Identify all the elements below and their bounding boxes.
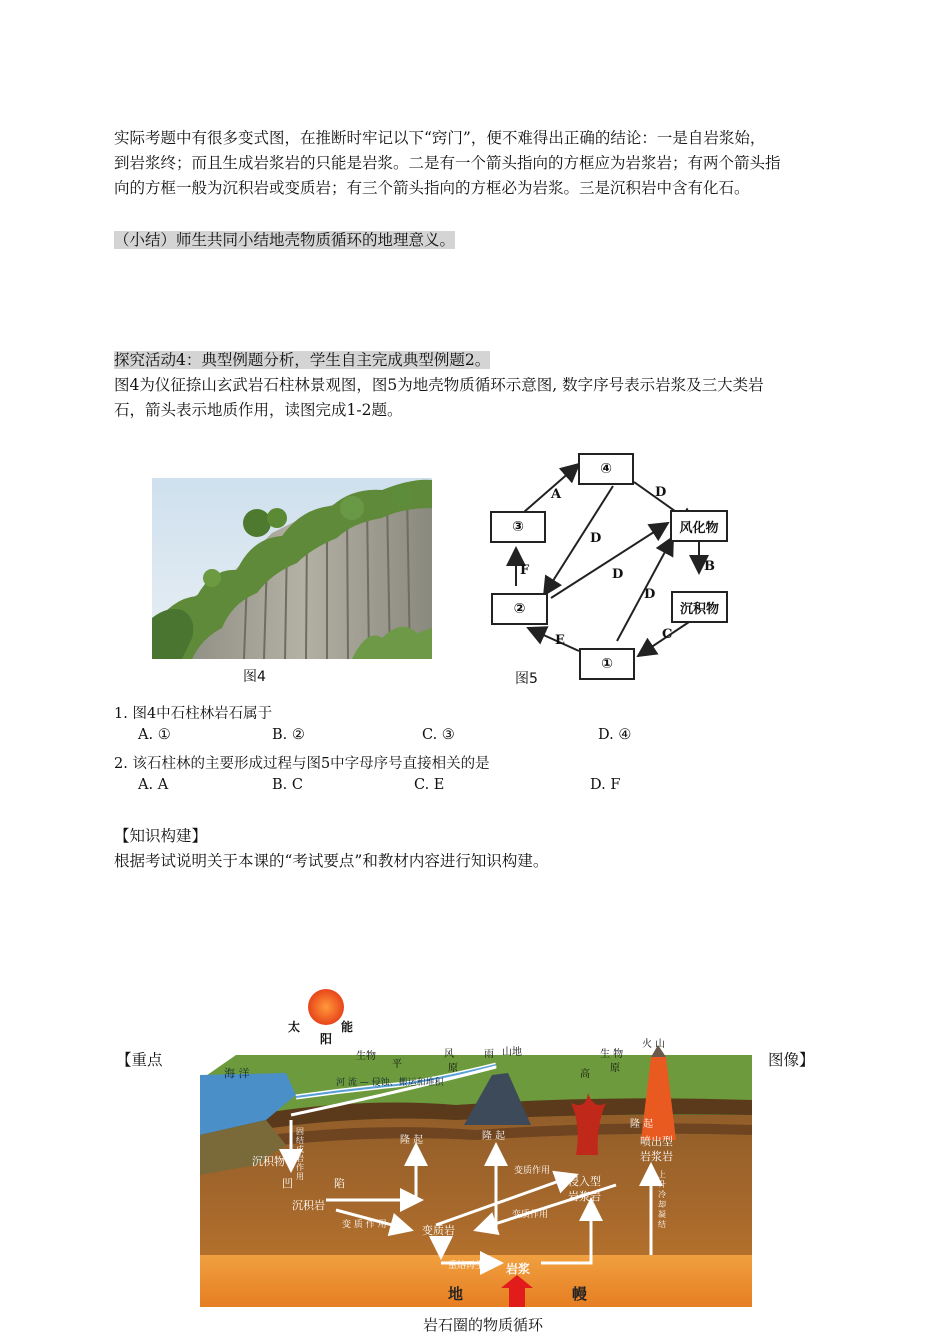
activity-heading: 探究活动4：典型例题分析，学生自主完成典型例题2。 — [114, 351, 491, 369]
label-river: 河 流 — 侵蚀、搬运和堆积 — [336, 1078, 444, 1088]
question-2-option-d: D. F — [590, 777, 621, 793]
label-intrusive-2: 岩浆岩 — [568, 1190, 601, 1203]
label-volcano: 火 山 — [642, 1039, 666, 1050]
key-label-left: 【重点 — [116, 1051, 163, 1069]
label-d-4: D — [644, 587, 656, 602]
summary-text: （小结）师生共同小结地壳物质循环的地理意义。 — [114, 231, 456, 249]
box-weathered: 风化物 — [670, 510, 728, 542]
label-metamorphism-3: 变 质 作 用 — [342, 1220, 387, 1230]
label-extrusive-2: 岩浆岩 — [640, 1150, 673, 1163]
question-2-option-b: B. C — [272, 777, 303, 793]
label-magma: 岩浆 — [506, 1262, 531, 1276]
question-2-option-a: A. A — [138, 777, 169, 793]
box-1: ① — [579, 648, 635, 680]
fig5-caption: 图5 — [515, 671, 538, 687]
activity-section — [114, 348, 836, 423]
label-a: A — [551, 487, 562, 502]
label-sediment: 沉积物 — [252, 1155, 285, 1168]
label-sun-1: 太 — [288, 1020, 301, 1034]
intro-paragraph — [114, 126, 836, 201]
label-ocean: 海 洋 — [224, 1067, 250, 1080]
activity-desc-2: 石，箭头表示地质作用，读图完成1-2题。 — [114, 401, 403, 419]
activity-desc-1: 图4为仪征捺山玄武岩石柱林景观图，图5为地壳物质循环示意图, 数字序号表示岩浆及三大类岩 — [114, 376, 764, 394]
intro-line-2: 到岩浆终；而且生成岩浆岩的只能是岩浆。二是有一个箭头指向的方框应为岩浆岩；有两个箭头指 — [114, 154, 781, 172]
question-1-stem: 1. 图4中石柱林岩石属于 — [114, 706, 273, 722]
key-label-right: 图像】 — [768, 1051, 815, 1069]
label-uplift-3: 隆 起 — [630, 1119, 654, 1130]
label-cooling: 上升冷却凝结 — [658, 1170, 666, 1229]
label-extrusive-1: 喷出型 — [640, 1135, 673, 1148]
label-d-2: D — [590, 531, 602, 546]
arrow-e — [528, 628, 579, 651]
label-meta-rock: 变质岩 — [422, 1224, 455, 1237]
sun-icon — [308, 989, 344, 1025]
label-sun-2: 阳 — [320, 1032, 333, 1046]
cycle-diagram — [480, 448, 750, 680]
summary-line — [114, 228, 836, 253]
label-compaction: 固结成岩作用 — [296, 1127, 304, 1181]
box-3: ③ — [490, 511, 546, 543]
basalt-column-photo — [152, 478, 432, 659]
box-sediment: 沉积物 — [671, 591, 728, 623]
label-wind: 风 — [444, 1049, 454, 1060]
box-2: ② — [491, 593, 548, 625]
label-bio-2: 生 物 — [600, 1049, 624, 1060]
label-plain-2: 原 — [448, 1063, 458, 1074]
label-mountain: 山地 — [502, 1047, 522, 1058]
label-intrusive-1: 侵入型 — [568, 1175, 601, 1188]
knowledge-text: 根据考试说明关于本课的“考试要点”和教材内容进行知识构建。 — [114, 852, 549, 870]
label-b: B — [704, 559, 715, 574]
label-uplift-2: 隆 起 — [482, 1131, 506, 1142]
label-metamorphism-1: 变质作用 — [514, 1166, 551, 1176]
label-uplift-1: 隆 起 — [400, 1135, 424, 1146]
question-1-option-a: A. ① — [138, 727, 171, 743]
question-1-option-c: C. ③ — [422, 727, 455, 743]
label-sed-rock: 沉积岩 — [292, 1199, 325, 1212]
question-1-option-b: B. ② — [272, 727, 305, 743]
basalt-column-image — [152, 478, 432, 659]
arrow-d-4-2 — [544, 486, 613, 595]
label-sun-3: 能 — [341, 1020, 354, 1034]
question-1-option-d: D. ④ — [598, 727, 632, 743]
intro-line-1: 实际考题中有很多变式图，在推断时牢记以下“窍门”，便不难得出正确的结论：一是自岩浆始， — [114, 129, 766, 147]
label-sink-1: 凹 — [282, 1177, 293, 1190]
label-plain-1: 平 — [392, 1059, 402, 1070]
label-d-1: D — [655, 485, 667, 500]
label-remelt: 重熔再生 — [448, 1261, 485, 1271]
label-rain: 雨 — [484, 1049, 494, 1060]
knowledge-heading: 【知识构建】 — [114, 827, 208, 845]
label-bio-1: 生物 — [356, 1051, 376, 1062]
label-c: C — [662, 627, 673, 642]
label-e: E — [555, 633, 565, 648]
label-mantle-2: 幔 — [572, 1285, 588, 1303]
label-sink-2: 陷 — [334, 1177, 345, 1190]
fig4-caption: 图4 — [243, 669, 266, 685]
label-f: F — [520, 563, 530, 578]
label-high: 高 — [580, 1069, 590, 1080]
question-2-option-c: C. E — [414, 777, 445, 793]
box-4: ④ — [578, 453, 634, 485]
label-metamorphism-2: 变质作用 — [512, 1210, 549, 1220]
rock-cycle-diagram — [196, 985, 752, 1310]
label-mantle-1: 地 — [448, 1285, 464, 1303]
rock-cycle-caption: 岩石圈的物质循环 — [423, 1316, 544, 1334]
label-plain-3: 原 — [610, 1063, 620, 1074]
label-d-3: D — [612, 567, 624, 582]
intro-line-3: 向的方框一般为沉积岩或变质岩；有三个箭头指向的方框必为岩浆。三是沉积岩中含有化石。 — [114, 179, 750, 197]
question-2-stem: 2. 该石柱林的主要形成过程与图5中字母序号直接相关的是 — [114, 756, 490, 772]
